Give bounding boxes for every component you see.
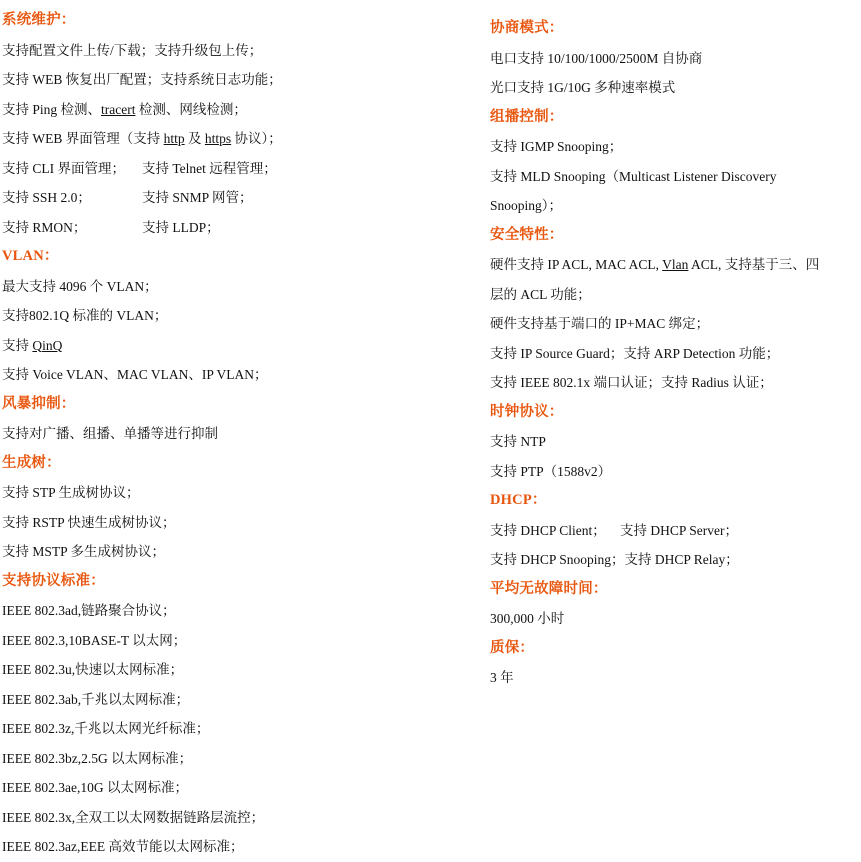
- underlined-term: https: [204, 131, 232, 146]
- spec-text-a: 支持802.1Q 标准的 VLAN；: [2, 308, 168, 323]
- spec-line: [2, 419, 442, 449]
- section-title-negotiation-mode: 协商模式：: [490, 20, 564, 36]
- spec-text-a: IEEE 802.3,10BASE-T 以太网；: [2, 632, 187, 648]
- spec-text-b: 支持升级包上传；: [154, 42, 263, 58]
- spec-line: [490, 280, 861, 310]
- spec-text-a: 支持 WEB 界面管理（支持 http 及 https 协议）；: [2, 131, 282, 146]
- spec-line: [2, 36, 442, 66]
- spec-text-a: IEEE 802.3ad,链路聚合协议；: [2, 603, 176, 618]
- spec-line: [2, 685, 442, 715]
- spec-text-a: IEEE 802.3ab,千兆以太网标准；: [2, 691, 190, 707]
- spec-text-a: 支持 NTP: [490, 434, 546, 449]
- spec-text-a: 支持 PTP（1588v2）: [490, 463, 612, 479]
- spec-text-a: 支持 Voice VLAN、MAC VLAN、IP VLAN；: [2, 367, 268, 382]
- spec-line: [490, 309, 861, 339]
- spec-text-a: 支持 Ping 检测、tracert 检测、网线检测；: [2, 101, 247, 117]
- spec-text-a: 电口支持 10/100/1000/2500M 自协商: [490, 50, 703, 66]
- spec-text-b: 支持 ARP Detection 功能；: [623, 345, 780, 361]
- spec-line: [2, 478, 442, 508]
- spec-line: [490, 368, 861, 398]
- spec-text-a: 光口支持 1G/10G 多种速率模式: [490, 80, 676, 95]
- underlined-term: Vlan: [662, 257, 689, 272]
- spec-line: [490, 250, 861, 280]
- section-title-dhcp: DHCP：: [490, 492, 547, 508]
- section-title-multicast-control: 组播控制：: [490, 108, 564, 125]
- spec-text-a: IEEE 802.3bz,2.5G 以太网标准；: [2, 750, 193, 766]
- spec-text-a: 支持 IP Source Guard；: [490, 345, 624, 361]
- spec-text-a: IEEE 802.3x,全双工以太网数据链路层流控；: [2, 809, 265, 825]
- spec-line: [490, 44, 861, 74]
- spec-line: [2, 626, 442, 656]
- section-title-system-maintenance: 系统维护：: [2, 12, 76, 28]
- spec-text-a: 支持 WEB 恢复出厂配置；: [2, 72, 161, 87]
- section-title-protocol-standards: 支持协议标准：: [2, 572, 105, 589]
- spec-line: [2, 508, 442, 538]
- spec-line: [490, 162, 861, 192]
- spec-text-a: 最大支持 4096 个 VLAN；: [2, 278, 158, 294]
- spec-text-a: IEEE 802.3ae,10G 以太网标准；: [2, 780, 188, 795]
- spec-line: [490, 339, 861, 369]
- section-title-storm-control: 风暴抑制：: [2, 395, 76, 412]
- spec-line: [490, 73, 861, 103]
- spec-line: [2, 655, 442, 685]
- spec-text-a: 支持 STP 生成树协议；: [2, 485, 140, 500]
- section-title-spanning-tree: 生成树：: [2, 454, 61, 471]
- spec-text-a: IEEE 802.3az,EEE 高效节能以太网标准；: [2, 839, 244, 854]
- spec-text-a: 支持 QinQ: [2, 337, 63, 353]
- right-column: [490, 0, 861, 693]
- spec-text-a: 支持 CLI 界面管理；: [2, 160, 125, 176]
- spec-text-b: 支持 SNMP 网管；: [142, 190, 253, 205]
- spec-line: [490, 132, 861, 162]
- spec-line: [2, 213, 442, 243]
- spec-text-a: 硬件支持基于端口的 IP+MAC 绑定；: [490, 316, 710, 331]
- section-title-warranty: 质保：: [490, 639, 535, 656]
- spec-text-a: 层的 ACL 功能；: [490, 286, 591, 302]
- spec-line: [490, 457, 861, 487]
- spec-text-b: 支持 LLDP；: [142, 219, 220, 235]
- spec-line: [2, 803, 442, 833]
- spec-line: [2, 714, 442, 744]
- spec-line: [490, 191, 861, 221]
- section-title-vlan: VLAN：: [2, 248, 59, 264]
- spec-text-a: 300,000 小时: [490, 611, 565, 626]
- spec-text-a: IEEE 802.3u,快速以太网标准；: [2, 662, 184, 677]
- spec-text-a: 3 年: [490, 670, 514, 685]
- spec-line: [2, 596, 442, 626]
- spec-line: [2, 154, 442, 184]
- spec-text-b: 支持系统日志功能；: [160, 72, 282, 87]
- spec-text-b: 支持 Radius 认证；: [661, 375, 773, 390]
- underlined-term: tracert: [101, 101, 136, 117]
- spec-line: [2, 65, 442, 95]
- spec-text-a: 支持 MLD Snooping（Multicast Listener Discovery: [490, 168, 777, 184]
- section-title-mtbf: 平均无故障时间：: [490, 580, 608, 597]
- spec-text-a: 支持 RMON；: [2, 219, 87, 235]
- spec-line: [2, 331, 442, 361]
- spec-line: [490, 663, 861, 693]
- spec-line: [2, 773, 442, 803]
- spec-line: [2, 832, 442, 862]
- spec-text-b: 支持 Telnet 远程管理；: [142, 160, 277, 176]
- spec-text-a: 支持 IGMP Snooping；: [490, 139, 623, 154]
- spec-text-a: 支持对广播、组播、单播等进行抑制: [2, 426, 218, 441]
- underlined-term: http: [163, 131, 185, 146]
- spec-text-a: Snooping）；: [490, 198, 563, 213]
- spec-line: [490, 604, 861, 634]
- spec-line: [2, 360, 442, 390]
- spec-text-b: 支持 DHCP Relay；: [624, 552, 739, 567]
- spec-line: [2, 95, 442, 125]
- spec-line: [2, 183, 442, 213]
- spec-line: [490, 545, 861, 575]
- spec-text-a: 支持 DHCP Client；: [490, 522, 606, 538]
- spec-line: [2, 301, 442, 331]
- spec-text-a: IEEE 802.3z,千兆以太网光纤标准；: [2, 721, 210, 736]
- spec-text-a: 支持 DHCP Snooping；: [490, 552, 625, 567]
- spec-line: [490, 516, 861, 546]
- spec-text-a: 支持 IEEE 802.1x 端口认证；: [490, 375, 661, 390]
- spec-text-a: 支持 MSTP 多生成树协议；: [2, 544, 166, 559]
- spec-line: [2, 744, 442, 774]
- spec-text-b: 支持 DHCP Server；: [620, 522, 738, 538]
- spec-text-a: 支持配置文件上传/下载；: [2, 42, 155, 58]
- spec-text-a: 支持 RSTP 快速生成树协议；: [2, 514, 176, 530]
- spec-line: [2, 537, 442, 567]
- underlined-term: QinQ: [32, 337, 63, 353]
- section-title-security-features: 安全特性：: [490, 226, 564, 243]
- section-title-clock-protocol: 时钟协议：: [490, 403, 564, 420]
- spec-line: [490, 427, 861, 457]
- spec-line: [2, 124, 442, 154]
- spec-line: [2, 272, 442, 302]
- spec-text-a: 硬件支持 IP ACL, MAC ACL, Vlan ACL, 支持基于三、四: [490, 257, 820, 272]
- spec-text-a: 支持 SSH 2.0；: [2, 190, 91, 205]
